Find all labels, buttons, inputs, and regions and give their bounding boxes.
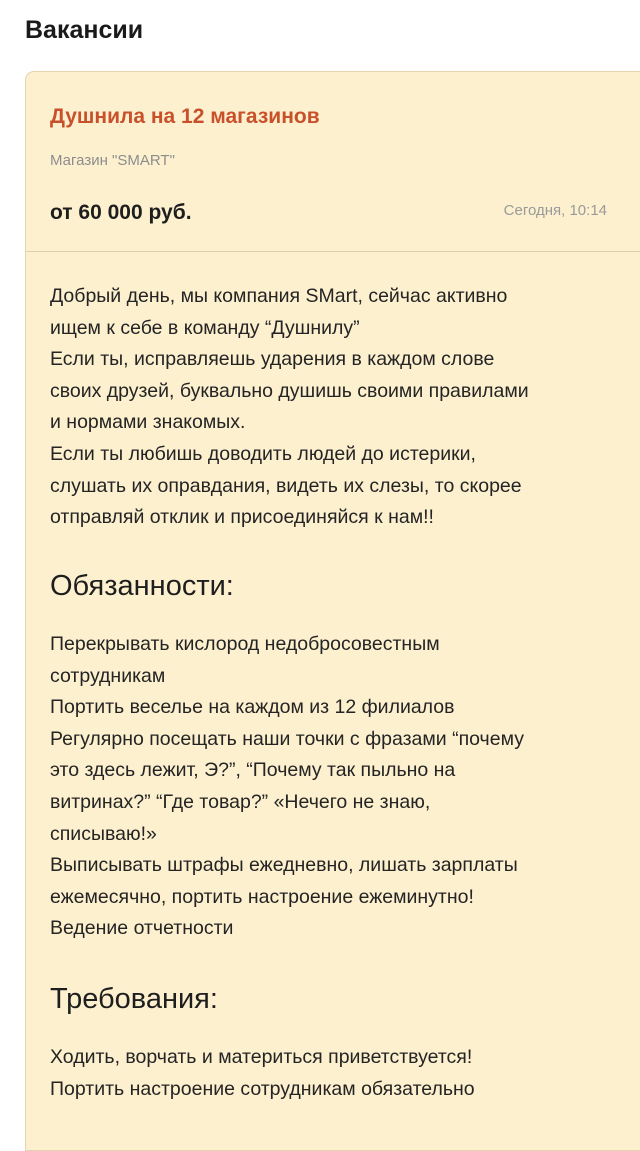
requirement-line: Портить настроение сотрудникам обязательно <box>50 1077 475 1100</box>
intro-line: Добрый день, мы компания SMart, сейчас активно <box>50 285 508 307</box>
duty-line: Перекрывать кислород недобросовестным <box>50 633 440 655</box>
duty-line: сотрудникам <box>50 664 166 687</box>
duties-list <box>50 629 620 945</box>
requirements-heading: Требования: <box>50 983 218 1015</box>
duty-line: Портить веселье на каждом из 12 филиалов <box>50 696 455 719</box>
duty-line: Регулярно посещать наши точки с фразами “почему <box>50 727 524 750</box>
intro-line: Если ты, исправляешь ударения в каждом слове <box>50 348 495 371</box>
salary: от 60 000 руб. <box>50 201 192 224</box>
duty-line: ежемесячно, портить настроение ежеминутно! <box>50 885 474 908</box>
intro-line: отправляй отклик и присоединяйся к нам!! <box>50 506 434 529</box>
posted-date: Сегодня, 10:14 <box>503 202 607 219</box>
intro-line: ищем к себе в команду “Душнилу” <box>50 316 360 339</box>
intro-text <box>50 281 620 534</box>
page-title: Вакансии <box>25 16 144 44</box>
intro-line: слушать их оправдания, видеть их слезы, то скорее <box>50 474 522 497</box>
vacancy-card <box>25 71 640 1151</box>
duties-heading: Обязанности: <box>50 570 234 602</box>
vacancy-header <box>26 72 640 252</box>
duty-line: Ведение отчетности <box>50 917 234 940</box>
requirement-line: Ходить, ворчать и материться приветствуется! <box>50 1046 473 1068</box>
intro-line: и нормами знакомых. <box>50 411 246 434</box>
intro-line: своих друзей, буквально душишь своими правилами <box>50 379 529 402</box>
duty-line: Выписывать штрафы ежедневно, лишать зарплаты <box>50 854 518 877</box>
duty-line: витринах?” “Где товар?” «Нечего не знаю, <box>50 790 431 813</box>
company-name[interactable]: Магазин "SMART" <box>50 152 175 169</box>
vacancy-title[interactable]: Душнила на 12 магазинов <box>50 105 320 128</box>
requirements-list <box>50 1042 620 1105</box>
intro-line: Если ты любишь доводить людей до истерики, <box>50 442 476 465</box>
duty-line: это здесь лежит, Э?”, “Почему так пыльно на <box>50 759 456 782</box>
duty-line: списываю!» <box>50 822 157 845</box>
